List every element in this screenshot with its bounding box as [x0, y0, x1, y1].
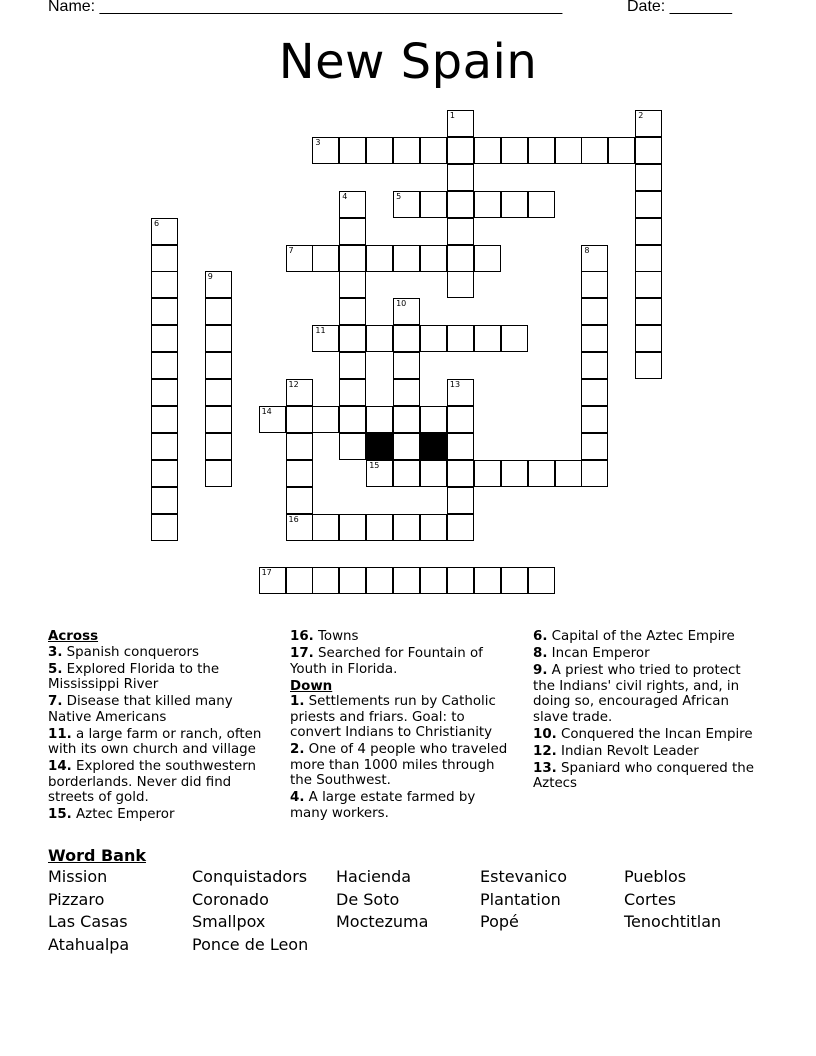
grid-cell[interactable] — [581, 433, 608, 460]
grid-cell[interactable] — [420, 325, 447, 352]
grid-cell[interactable] — [581, 406, 608, 433]
grid-cell[interactable] — [366, 325, 393, 352]
grid-cell[interactable] — [393, 245, 420, 272]
clues-column-3 — [533, 629, 765, 793]
grid-cell[interactable] — [393, 298, 420, 325]
grid-cell[interactable] — [447, 433, 474, 460]
grid-cell[interactable] — [205, 325, 232, 352]
clue-down-4: 4. A large estate farmed by many workers. — [290, 790, 476, 821]
word-bank-item: De Soto — [336, 889, 400, 909]
grid-cell[interactable] — [151, 433, 178, 460]
grid-cell[interactable] — [339, 218, 366, 245]
clue-across-15: 15. Aztec Emperor — [48, 807, 175, 822]
grid-cell[interactable] — [501, 460, 528, 487]
grid-cell[interactable] — [447, 271, 474, 298]
grid-cell[interactable] — [501, 567, 528, 594]
clue-number: 5 — [396, 191, 402, 201]
date-field[interactable]: Date: _______ — [627, 0, 732, 15]
grid-cell[interactable] — [339, 325, 366, 352]
grid-cell[interactable] — [635, 352, 662, 379]
word-bank-item: Las Casas — [48, 912, 128, 932]
word-bank-item: Cortes — [624, 889, 676, 909]
grid-cell[interactable] — [339, 245, 366, 272]
word-bank-item: Hacienda — [336, 867, 412, 886]
grid-cell[interactable] — [151, 487, 178, 514]
grid-cell[interactable] — [581, 352, 608, 379]
grid-cell[interactable] — [501, 325, 528, 352]
grid-cell[interactable] — [286, 567, 313, 594]
grid-cell[interactable] — [447, 245, 474, 272]
grid-cell[interactable] — [366, 514, 393, 541]
grid-cell[interactable] — [393, 567, 420, 594]
grid-cell[interactable] — [474, 191, 501, 218]
grid-cell[interactable] — [447, 487, 474, 514]
clue-number: 8 — [584, 245, 590, 255]
word-bank-item: Plantation — [480, 889, 561, 909]
grid-cell[interactable] — [635, 271, 662, 298]
grid-cell[interactable] — [286, 460, 313, 487]
grid-cell[interactable] — [339, 271, 366, 298]
grid-cell[interactable] — [581, 379, 608, 406]
clues-column-2 — [290, 629, 512, 823]
grid-cell[interactable] — [339, 433, 366, 460]
grid-cell[interactable] — [339, 191, 366, 218]
clue-down-10: 10. Conquered the Incan Empire — [533, 726, 753, 742]
grid-cell[interactable] — [151, 352, 178, 379]
grid-cell[interactable] — [393, 325, 420, 352]
grid-cell[interactable] — [366, 137, 393, 164]
grid-cell[interactable] — [339, 567, 366, 594]
grid-cell[interactable] — [205, 406, 232, 433]
grid-cell[interactable] — [447, 218, 474, 245]
grid-cell[interactable] — [420, 460, 447, 487]
across-heading: Across — [48, 629, 99, 644]
grid-cell[interactable] — [366, 406, 393, 433]
clue-across-3: 3. Spanish conquerors — [48, 644, 199, 660]
word-bank-item: Mission — [48, 867, 108, 886]
grid-cell[interactable] — [635, 298, 662, 325]
clue-across-17: 17. Searched for Fountain of Youth in Florida. — [290, 646, 483, 677]
clue-number: 13 — [449, 380, 461, 389]
grid-cell[interactable] — [286, 487, 313, 514]
grid-cell[interactable] — [151, 514, 178, 541]
grid-cell[interactable] — [474, 325, 501, 352]
grid-cell[interactable] — [635, 218, 662, 245]
grid-cell[interactable] — [151, 460, 178, 487]
grid-cell[interactable] — [447, 460, 474, 487]
clue-number: 10 — [396, 299, 407, 309]
grid-cell[interactable] — [420, 406, 447, 433]
grid-cell[interactable] — [635, 164, 662, 191]
grid-cell[interactable] — [447, 110, 474, 137]
grid-cell[interactable] — [420, 514, 447, 541]
clue-down-12: 12. Indian Revolt Leader — [533, 743, 699, 759]
grid-cell[interactable] — [474, 460, 501, 487]
grid-cell[interactable] — [151, 218, 178, 245]
grid-cell[interactable] — [474, 245, 501, 272]
grid-cell[interactable] — [393, 379, 420, 406]
grid-cell[interactable] — [312, 406, 339, 433]
grid-cell[interactable] — [420, 191, 447, 218]
clue-down-13: 13. Spaniard who conquered the Aztecs — [533, 760, 754, 791]
grid-cell[interactable] — [447, 137, 474, 164]
grid-cell[interactable] — [393, 406, 420, 433]
grid-cell[interactable] — [393, 352, 420, 379]
grid-cell[interactable] — [501, 191, 528, 218]
grid-cell[interactable] — [151, 245, 178, 272]
grid-cell[interactable] — [474, 567, 501, 594]
clue-number: 12 — [288, 380, 299, 389]
grid-cell[interactable] — [581, 271, 608, 298]
grid-cell[interactable] — [366, 567, 393, 594]
page-title: New Spain — [278, 34, 538, 90]
grid-cell[interactable] — [581, 325, 608, 352]
grid-cell[interactable] — [339, 379, 366, 406]
clue-number: 14 — [261, 406, 272, 416]
clue-number: 7 — [288, 245, 294, 255]
grid-cell[interactable] — [286, 514, 313, 541]
clue-number: 15 — [369, 460, 380, 470]
grid-cell[interactable] — [528, 137, 555, 164]
word-bank-item: Smallpox — [192, 912, 266, 932]
grid-cell[interactable] — [366, 460, 393, 487]
grid-cell[interactable] — [393, 514, 420, 541]
name-field[interactable]: Name: ____________________________________________________ — [48, 0, 563, 15]
grid-cell[interactable] — [501, 137, 528, 164]
grid-cell[interactable] — [581, 245, 608, 272]
clue-number: 9 — [207, 272, 213, 282]
grid-cell[interactable] — [393, 191, 420, 218]
grid-cell[interactable] — [635, 191, 662, 218]
grid-cell[interactable] — [205, 379, 232, 406]
word-bank-item: Tenochtitlan — [624, 912, 722, 932]
grid-cell[interactable] — [312, 514, 339, 541]
grid-cell[interactable] — [312, 325, 339, 352]
grid-cell[interactable] — [151, 298, 178, 325]
blocked-cell — [420, 433, 447, 460]
clue-down-6: 6. Capital of the Aztec Empire — [533, 629, 735, 644]
grid-cell[interactable] — [205, 460, 232, 487]
grid-cell[interactable] — [447, 164, 474, 191]
grid-cell[interactable] — [447, 567, 474, 594]
word-bank-item: Estevanico — [480, 867, 568, 886]
grid-cell[interactable] — [581, 137, 608, 164]
grid-cell[interactable] — [528, 191, 555, 218]
grid-cell[interactable] — [635, 325, 662, 352]
clue-across-14: 14. Explored the southwestern borderlands. Never did find streets of gold. — [48, 759, 257, 805]
clue-number: 4 — [342, 191, 348, 201]
grid-cell[interactable] — [339, 514, 366, 541]
word-bank-item: Coronado — [192, 889, 269, 909]
grid-cell[interactable] — [205, 433, 232, 460]
grid-cell[interactable] — [151, 325, 178, 352]
grid-cell[interactable] — [393, 460, 420, 487]
grid-cell[interactable] — [635, 245, 662, 272]
down-heading: Down — [290, 678, 333, 694]
word-bank-title: Word Bank — [48, 846, 147, 865]
clue-number: 3 — [315, 137, 321, 147]
grid-cell[interactable] — [420, 245, 447, 272]
grid-cell[interactable] — [205, 271, 232, 298]
clue-number: 16 — [288, 514, 299, 524]
clue-down-1: 1. Settlements run by Catholic priests and friars. Goal: to convert Indians to Christianity — [290, 694, 496, 740]
clue-across-11: 11. a large farm or ranch, often with its own church and village — [48, 726, 262, 757]
grid-cell[interactable] — [151, 379, 178, 406]
word-bank-item: Pueblos — [624, 867, 687, 886]
clue-number: 2 — [638, 111, 644, 120]
grid-cell[interactable] — [312, 137, 339, 164]
clue-down-2: 2. One of 4 people who traveled more than 1000 miles through the Southwest. — [290, 742, 508, 788]
grid-cell[interactable] — [286, 433, 313, 460]
grid-cell[interactable] — [608, 137, 635, 164]
word-bank-item: Conquistadors — [192, 867, 308, 886]
word-bank-item: Ponce de Leon — [192, 934, 309, 954]
grid-cell[interactable] — [555, 460, 582, 487]
grid-cell[interactable] — [339, 137, 366, 164]
grid-cell[interactable] — [474, 137, 501, 164]
grid-cell[interactable] — [205, 298, 232, 325]
word-bank-item: Pizzaro — [48, 889, 105, 909]
grid-cell[interactable] — [339, 352, 366, 379]
word-bank-item: Atahualpa — [48, 934, 130, 954]
grid-cell[interactable] — [447, 514, 474, 541]
grid-cell[interactable] — [312, 245, 339, 272]
grid-cell[interactable] — [205, 352, 232, 379]
word-bank-item: Moctezuma — [336, 912, 429, 932]
grid-cell[interactable] — [420, 137, 447, 164]
grid-cell[interactable] — [581, 298, 608, 325]
grid-cell[interactable] — [393, 433, 420, 460]
grid-cell[interactable] — [635, 137, 662, 164]
clue-number: 17 — [261, 568, 272, 578]
clue-number: 6 — [154, 218, 160, 228]
grid-cell[interactable] — [151, 271, 178, 298]
clue-across-16: 16. Towns — [290, 629, 359, 644]
grid-cell[interactable] — [447, 191, 474, 218]
grid-cell[interactable] — [259, 567, 286, 594]
grid-cell[interactable] — [447, 325, 474, 352]
grid-cell[interactable] — [151, 406, 178, 433]
grid-cell[interactable] — [312, 567, 339, 594]
clues-column-1 — [48, 629, 280, 824]
grid-cell[interactable] — [339, 298, 366, 325]
grid-cell[interactable] — [286, 406, 313, 433]
clue-number: 1 — [449, 111, 455, 120]
grid-cell[interactable] — [555, 137, 582, 164]
blocked-cell — [366, 433, 393, 460]
clue-down-8: 8. Incan Emperor — [533, 646, 650, 661]
clue-across-5: 5. Explored Florida to the Mississippi River — [48, 661, 220, 692]
grid-cell[interactable] — [420, 567, 447, 594]
grid-cell[interactable] — [635, 110, 662, 137]
grid-cell[interactable] — [528, 460, 555, 487]
grid-cell[interactable] — [447, 379, 474, 406]
grid-cell[interactable] — [339, 406, 366, 433]
clue-number: 11 — [315, 326, 326, 336]
grid-cell[interactable] — [286, 379, 313, 406]
word-bank-item: Popé — [480, 912, 519, 932]
grid-cell[interactable] — [286, 245, 313, 272]
grid-cell[interactable] — [259, 406, 286, 433]
grid-cell[interactable] — [581, 460, 608, 487]
grid-cell[interactable] — [447, 406, 474, 433]
grid-cell[interactable] — [528, 567, 555, 594]
grid-cell[interactable] — [393, 137, 420, 164]
grid-cell[interactable] — [366, 245, 393, 272]
clue-across-7: 7. Disease that killed many Native Americans — [48, 694, 233, 725]
clue-down-9: 9. A priest who tried to protect the Indians' civil rights, and, in doing so, encouraged African slave trade. — [533, 663, 741, 725]
